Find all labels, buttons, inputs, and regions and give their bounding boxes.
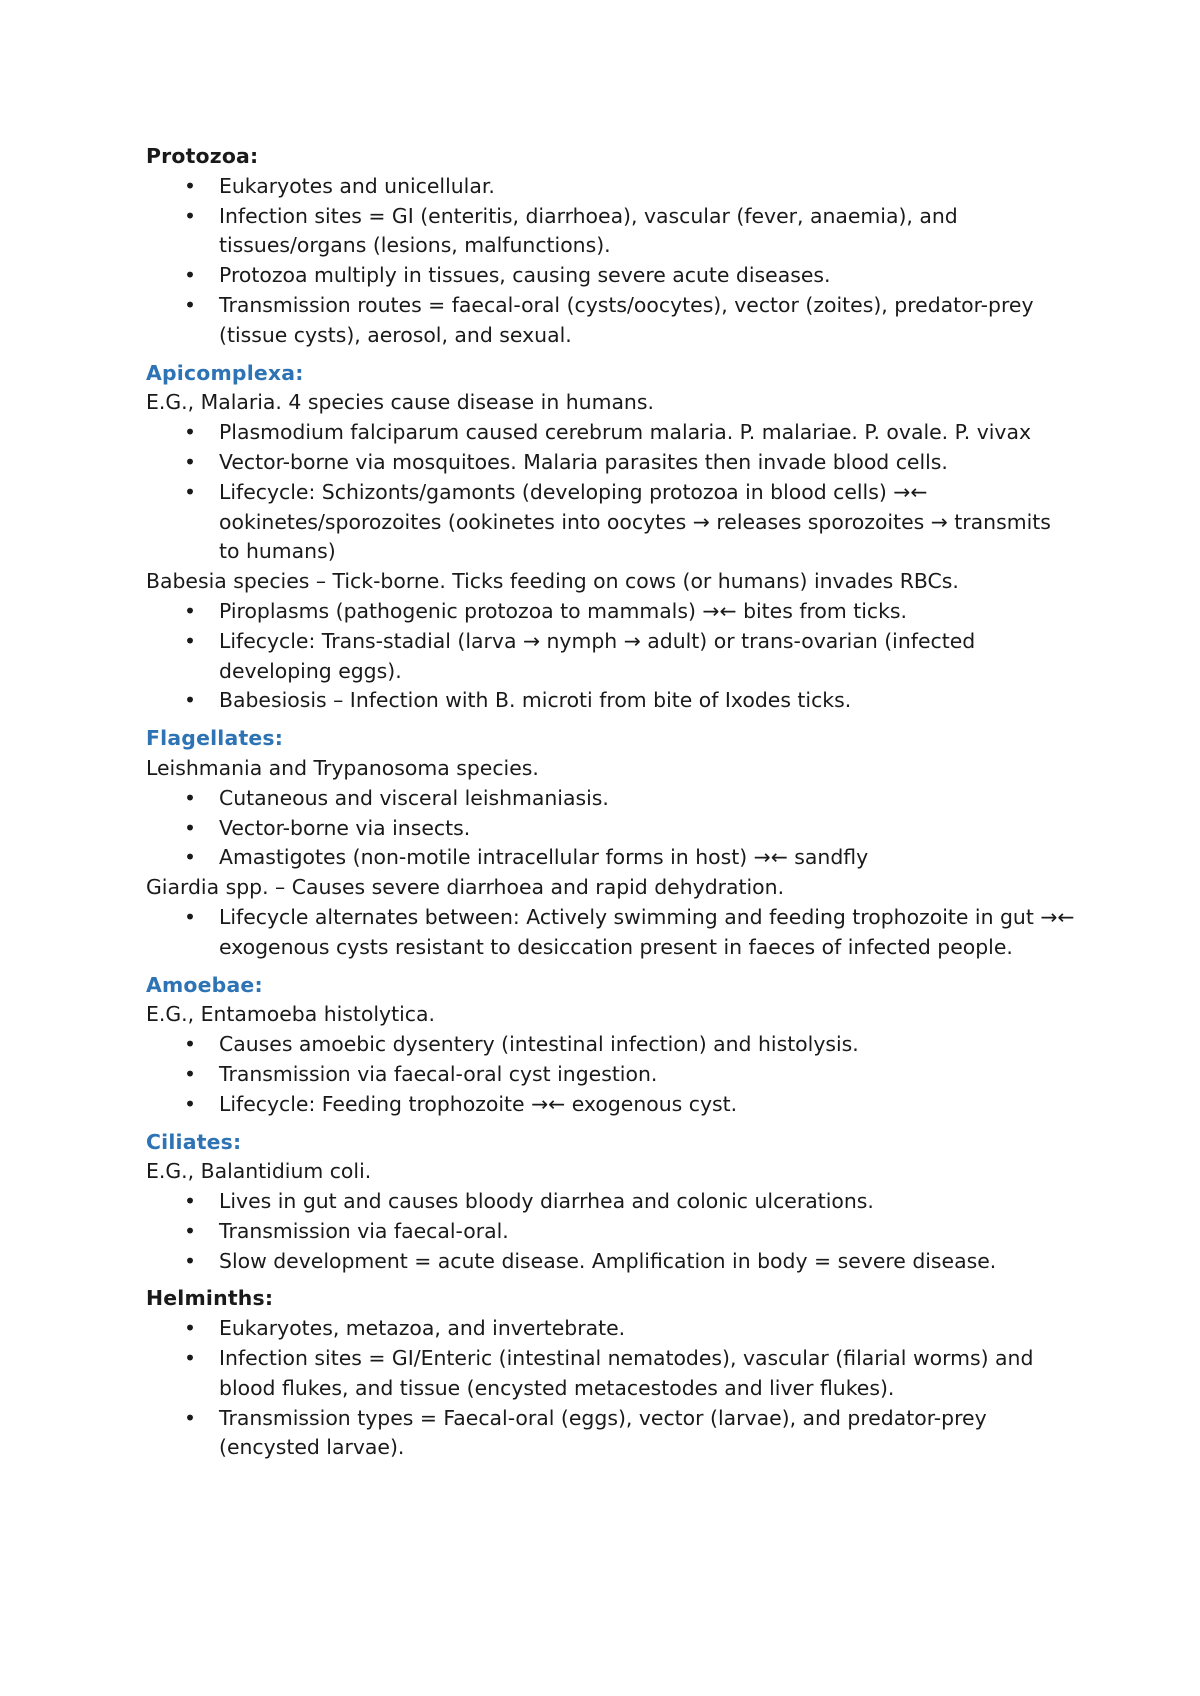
section-heading: Ciliates: <box>146 1129 242 1154</box>
bullet-item: • Transmission via faecal-oral cyst ingestion. <box>146 1060 1076 1090</box>
document-page <box>146 142 1076 1463</box>
bullet-item: • Lifecycle alternates between: Actively swimming and feeding trophozoite in gut →← exogenous cysts resistant to desiccation present in faeces of infected people. <box>146 903 1076 963</box>
bullet-list <box>146 903 1076 963</box>
section-heading: Protozoa: <box>146 144 259 168</box>
bullet-list <box>146 172 1076 351</box>
bullet-item: • Cutaneous and visceral leishmaniasis. <box>146 784 1076 814</box>
bullet-item: • Babesiosis – Infection with B. microti from bite of Ixodes ticks. <box>146 686 1076 716</box>
paragraph: Babesia species – Tick-borne. Ticks feeding on cows (or humans) invades RBCs. <box>146 569 959 594</box>
bullet-item: • Lifecycle: Feeding trophozoite →← exogenous cyst. <box>146 1090 1076 1120</box>
bullet-item: • Vector-borne via insects. <box>146 814 1076 844</box>
bullet-item: • Slow development = acute disease. Amplification in body = severe disease. <box>146 1247 1076 1277</box>
section-heading: Apicomplexa: <box>146 360 304 385</box>
bullet-item: • Transmission types = Faecal-oral (eggs), vector (larvae), and predator-prey (encysted larvae). <box>146 1404 1076 1464</box>
bullet-list <box>146 1187 1076 1276</box>
bullet-item: • Piroplasms (pathogenic protozoa to mammals) →← bites from ticks. <box>146 597 1076 627</box>
bullet-item: • Infection sites = GI/Enteric (intestinal nematodes), vascular (filarial worms) and blood flukes, and tissue (encysted metacestodes and liver flukes). <box>146 1344 1076 1404</box>
bullet-item: • Causes amoebic dysentery (intestinal infection) and histolysis. <box>146 1030 1076 1060</box>
paragraph: E.G., Entamoeba histolytica. <box>146 1002 435 1027</box>
bullet-item: • Amastigotes (non-motile intracellular forms in host) →← sandfly <box>146 843 1076 873</box>
bullet-item: • Plasmodium falciparum caused cerebrum malaria. P. malariae. P. ovale. P. vivax <box>146 418 1076 448</box>
bullet-item: • Lifecycle: Trans-stadial (larva → nymph → adult) or trans-ovarian (infected developing eggs). <box>146 627 1076 687</box>
paragraph: Leishmania and Trypanosoma species. <box>146 755 539 780</box>
bullet-item: • Lives in gut and causes bloody diarrhea and colonic ulcerations. <box>146 1187 1076 1217</box>
section-heading: Helminths: <box>146 1286 274 1311</box>
bullet-list <box>146 1314 1076 1463</box>
bullet-item: • Lifecycle: Schizonts/gamonts (developing protozoa in blood cells) →← ookinetes/sporozoites (ookinetes into oocytes → releases sporozoites → transmits to humans) <box>146 478 1076 567</box>
bullet-list <box>146 597 1076 716</box>
bullet-item: • Infection sites = GI (enteritis, diarrhoea), vascular (fever, anaemia), and tissues/organs (lesions, malfunctions). <box>146 202 1076 262</box>
bullet-item: • Eukaryotes and unicellular. <box>146 172 1076 202</box>
bullet-list <box>146 1030 1076 1119</box>
bullet-list <box>146 418 1076 567</box>
bullet-item: • Protozoa multiply in tissues, causing severe acute diseases. <box>146 261 1076 291</box>
paragraph: E.G., Malaria. 4 species cause disease in humans. <box>146 390 654 415</box>
bullet-item: • Vector-borne via mosquitoes. Malaria parasites then invade blood cells. <box>146 448 1076 478</box>
bullet-item: • Eukaryotes, metazoa, and invertebrate. <box>146 1314 1076 1344</box>
paragraph: E.G., Balantidium coli. <box>146 1159 372 1184</box>
paragraph: Giardia spp. – Causes severe diarrhoea and rapid dehydration. <box>146 875 785 900</box>
section-heading: Flagellates: <box>146 726 284 751</box>
section-heading: Amoebae: <box>146 972 263 997</box>
bullet-item: • Transmission routes = faecal-oral (cysts/oocytes), vector (zoites), predator-prey (tissue cysts), aerosol, and sexual. <box>146 291 1076 351</box>
bullet-item: • Transmission via faecal-oral. <box>146 1217 1076 1247</box>
bullet-list <box>146 784 1076 873</box>
